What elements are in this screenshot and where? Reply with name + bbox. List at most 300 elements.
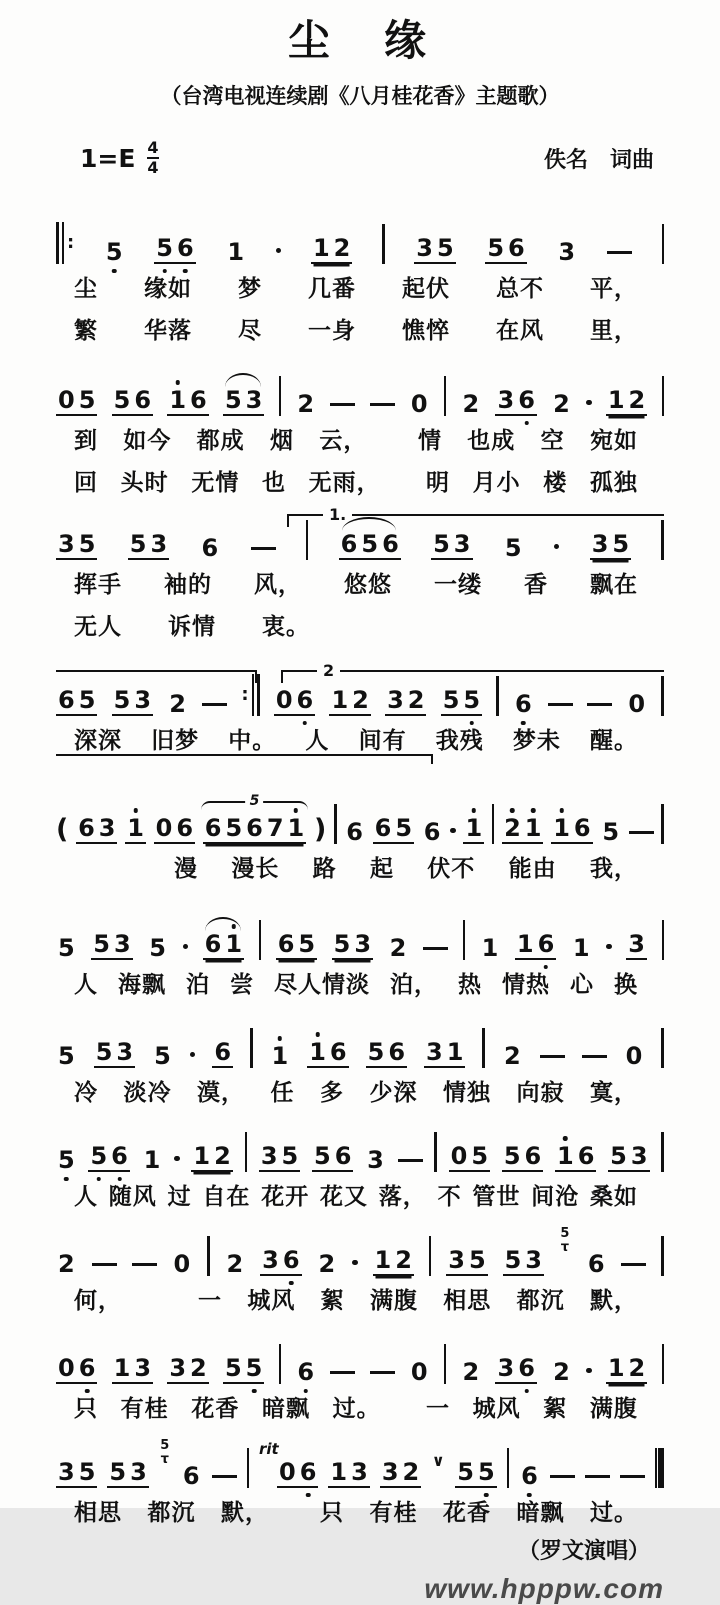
barline	[259, 920, 262, 960]
lyric-word: 多	[320, 1079, 344, 1106]
note-digit: 0	[155, 814, 173, 843]
lyric-word: 城风	[247, 1287, 296, 1314]
barline	[661, 1028, 664, 1068]
note-group	[519, 1462, 540, 1491]
note-group	[502, 816, 543, 844]
note-group	[344, 818, 365, 847]
lyric-word: 尝	[230, 971, 254, 998]
note-group	[112, 688, 153, 716]
barline	[444, 1344, 447, 1384]
note-digit: 3	[367, 1146, 384, 1175]
note-digit: 1	[555, 1144, 576, 1168]
lyric-word: 落，	[378, 1183, 427, 1210]
note-digit: 1	[167, 388, 188, 412]
note-group	[600, 818, 621, 847]
note-group	[167, 1356, 208, 1384]
note-group	[154, 236, 195, 264]
note-group	[503, 1248, 544, 1276]
note-digit: 5	[433, 530, 450, 559]
lyric-word: 我，	[589, 855, 638, 882]
note-digit: 6	[346, 818, 363, 847]
note-group	[461, 390, 482, 419]
performer-credit: （罗文演唱）	[517, 1538, 650, 1564]
lyric-row	[56, 960, 664, 1002]
lyric-word: 过。	[332, 1395, 381, 1422]
duration-dash	[251, 547, 276, 551]
notes-wrap	[56, 793, 664, 847]
note-digit: 6	[78, 814, 95, 843]
note-group	[461, 1358, 482, 1387]
rit-annotation: rit	[259, 1440, 279, 1459]
barline	[661, 1236, 664, 1276]
octave-dot-above	[559, 808, 564, 813]
music-system	[56, 1430, 664, 1530]
note-digit: 5	[333, 930, 351, 959]
note-group	[373, 816, 414, 844]
note-digit: 5	[154, 1042, 171, 1071]
note-group	[586, 1250, 607, 1279]
note-group	[203, 793, 307, 844]
note-group	[276, 932, 317, 960]
note-digit: 5	[93, 930, 110, 959]
note-digit: 5	[113, 686, 131, 715]
notes-row	[56, 220, 664, 267]
octave-dot-above	[175, 380, 180, 385]
note-group	[503, 534, 524, 563]
note-digit: 6	[190, 386, 207, 415]
lyric-word: 衷。	[262, 613, 310, 640]
time-signature-numerator: 4	[147, 137, 159, 157]
lyric-word: 换	[614, 971, 638, 998]
note-digit: 3	[98, 814, 116, 843]
music-system	[56, 206, 664, 348]
note-digit: 5	[612, 530, 630, 559]
lyric-word: 楼	[543, 469, 568, 496]
octave-dot-below	[527, 1493, 532, 1498]
note-digit: 5	[281, 1142, 299, 1171]
note-digit: 6	[77, 1356, 98, 1380]
note-group	[608, 1144, 649, 1172]
music-system	[56, 658, 664, 758]
lyric-row	[56, 264, 664, 306]
lyric-word: 人	[305, 727, 330, 754]
lyric-word: 能由	[508, 855, 557, 882]
note-digit: 6	[298, 1460, 319, 1484]
lyric-row	[56, 1488, 664, 1530]
note-group	[422, 818, 443, 847]
note-group	[128, 532, 169, 560]
notes-wrap	[56, 1225, 664, 1279]
note-digit: 6	[536, 932, 557, 956]
repeat-close-barline	[241, 674, 259, 716]
note-digit: 2	[502, 816, 523, 840]
note-digit: 6	[246, 814, 263, 843]
octave-dot-below	[183, 269, 188, 274]
tuplet-bracket	[201, 793, 309, 811]
note-group	[94, 1040, 135, 1068]
lyric-row	[56, 1068, 664, 1110]
octave-dot-below	[524, 421, 529, 426]
key-signature	[80, 137, 159, 177]
note-digit: 5	[457, 1458, 474, 1487]
time-signature-denominator: 4	[147, 157, 159, 177]
notes-wrap	[56, 372, 664, 419]
lyric-word: 海飘	[118, 971, 166, 998]
lyric-word: 华落	[144, 317, 192, 344]
note-group	[380, 1460, 421, 1488]
notes-row	[56, 1225, 664, 1279]
note-group	[203, 932, 244, 960]
barline	[279, 1344, 282, 1384]
barline	[662, 376, 665, 416]
dotted-note-dot	[606, 944, 612, 950]
lyric-word: 几番	[308, 275, 356, 302]
barline	[247, 1448, 250, 1488]
note-digit: 5	[461, 688, 482, 712]
note-digit: 6	[175, 236, 196, 260]
note-digit: 2	[352, 686, 369, 715]
duration-dash	[540, 1055, 565, 1059]
note-group	[142, 1146, 163, 1175]
note-digit: 3	[628, 930, 645, 959]
lyric-word: 无雨，	[308, 469, 381, 496]
volta-number: 2	[317, 661, 340, 680]
lyric-word: 不	[437, 1183, 462, 1210]
note-group	[556, 238, 577, 267]
barline-stroke	[252, 674, 255, 716]
note-group	[606, 388, 647, 416]
note-group	[626, 690, 647, 719]
barline	[661, 1132, 664, 1172]
note-digit: 2	[628, 386, 646, 415]
note-digit: 3	[169, 1354, 187, 1383]
octave-dot-below	[306, 1493, 311, 1498]
notes-wrap	[56, 1024, 664, 1071]
lyric-word: 尘	[74, 275, 98, 302]
note-group	[223, 1356, 264, 1384]
key-row	[56, 136, 664, 180]
barline-stroke	[62, 222, 65, 264]
note-group	[409, 1358, 430, 1387]
lyric-word: 香	[524, 571, 548, 598]
duration-dash	[370, 1371, 395, 1375]
note-group	[551, 1358, 572, 1387]
lyric-word: 向寂	[516, 1079, 565, 1106]
barline	[434, 1132, 437, 1172]
dotted-note-dot	[183, 944, 189, 950]
note-digit: 6	[374, 814, 392, 843]
grace-note-mark: τ	[560, 1239, 570, 1255]
slur-arc	[225, 373, 261, 387]
lyric-word: 深深	[74, 727, 122, 754]
notes-row	[56, 1024, 664, 1071]
note-digit: 1	[312, 234, 330, 263]
lyric-word: 一缕	[434, 571, 482, 598]
duration-dash	[621, 1263, 646, 1267]
note-digit: 5	[58, 934, 75, 963]
note-digit: 2	[503, 1042, 521, 1071]
note-group	[76, 816, 117, 844]
note-group	[513, 690, 534, 719]
duration-dash	[330, 1371, 355, 1375]
notes-row	[56, 672, 664, 719]
lyric-word: 都成	[196, 427, 245, 454]
note-digit: 3	[453, 530, 471, 559]
lyric-word: 孤独	[589, 469, 638, 496]
lyric-word: 梦未	[512, 727, 561, 754]
note-digit: 2	[169, 690, 186, 719]
lyric-word: 情热	[502, 971, 550, 998]
octave-dot-below	[112, 269, 117, 274]
parenthesis-open: (	[56, 814, 69, 846]
note-group	[365, 1146, 386, 1175]
duration-dash	[330, 403, 355, 407]
lyric-word: 到	[74, 427, 98, 454]
note-digit: 3	[558, 238, 576, 267]
note-digit: 3	[426, 1038, 443, 1067]
barline	[444, 376, 447, 416]
duration-dash	[629, 831, 654, 835]
slur-arc	[342, 517, 395, 531]
note-digit: 6	[513, 692, 534, 716]
barline	[507, 1448, 510, 1488]
note-digit: 6	[182, 1462, 200, 1491]
note-digit: 6	[524, 1142, 542, 1171]
note-digit: 5	[88, 1144, 109, 1168]
lyric-word: 情独	[443, 1079, 491, 1106]
lyric-word: 总不	[496, 275, 544, 302]
octave-dot-above	[133, 808, 138, 813]
dotted-note-dot	[174, 1156, 180, 1162]
note-group	[316, 1250, 337, 1279]
note-digit: 1	[516, 930, 534, 959]
note-digit: 5	[104, 240, 125, 264]
lyric-word: 过。	[590, 1499, 638, 1526]
note-group	[56, 388, 97, 416]
lyric-word: 尽人情淡	[274, 971, 370, 998]
note-digit: 6	[516, 1356, 537, 1380]
note-group	[223, 388, 264, 416]
note-digit: 2	[628, 1354, 646, 1383]
barline	[250, 1028, 253, 1068]
note-group	[56, 1250, 77, 1279]
note-digit: 6	[573, 814, 591, 843]
note-group	[56, 934, 77, 963]
note-digit: 5	[610, 1142, 627, 1171]
note-group	[212, 1040, 233, 1068]
lyric-word: 空	[540, 427, 565, 454]
note-digit: 6	[508, 234, 525, 263]
lyric-word: 起	[369, 855, 394, 882]
duration-dash	[398, 1159, 423, 1163]
octave-dot-below	[469, 721, 474, 726]
barline	[662, 920, 665, 960]
lyric-word: 一	[197, 1287, 222, 1314]
repeat-dots: :	[241, 684, 249, 706]
barline-stroke	[56, 222, 59, 264]
lyric-word: 人	[74, 1183, 98, 1210]
lyric-word: 间沧	[531, 1183, 580, 1210]
barline	[492, 804, 495, 844]
note-digit: 2	[297, 390, 315, 419]
note-digit: 5	[225, 814, 243, 843]
lyric-word: 暗飘	[516, 1499, 565, 1526]
note-group	[495, 388, 536, 416]
grace-note	[559, 1227, 571, 1254]
note-digit: 2	[190, 1354, 207, 1383]
note-digit: 0	[625, 1042, 643, 1071]
lyric-word: 伏不	[427, 855, 476, 882]
note-digit: 0	[628, 690, 646, 719]
dotted-note-dot	[190, 1052, 196, 1058]
lyric-word: 管世	[472, 1183, 521, 1210]
note-digit: 5	[78, 386, 96, 415]
dotted-note-dot	[450, 828, 456, 834]
lyric-word: 挥手	[74, 571, 122, 598]
note-digit: 1	[270, 1044, 291, 1068]
lyric-word: 漫	[173, 855, 198, 882]
lyric-row	[56, 1276, 664, 1318]
note-digit: 6	[214, 1038, 232, 1067]
lyric-word: 飘在	[590, 571, 638, 598]
lyric-word: 寞，	[590, 1079, 638, 1106]
note-group	[181, 1462, 202, 1491]
barline	[245, 1132, 248, 1172]
note-digit: 3	[130, 1458, 147, 1487]
note-digit: 1	[113, 1354, 131, 1383]
octave-dot-above	[315, 1032, 320, 1037]
volta-end-line	[56, 754, 433, 764]
lyric-row	[56, 1384, 664, 1426]
note-digit: 1	[307, 1040, 328, 1064]
duration-dash	[587, 703, 612, 707]
note-digit: 1	[607, 386, 625, 415]
lyric-word: 热	[458, 971, 482, 998]
note-digit: 1	[463, 816, 484, 840]
note-digit: 3	[525, 1246, 542, 1275]
lyric-word: 默，	[221, 1499, 269, 1526]
note-digit: 3	[387, 686, 404, 715]
lyric-word: 满腹	[589, 1395, 638, 1422]
grace-note-mark: τ	[160, 1451, 169, 1467]
lyric-word: 花开	[261, 1183, 310, 1210]
note-digit: 5	[56, 1148, 77, 1172]
music-system	[56, 1114, 664, 1214]
note-digit: 2	[226, 1250, 244, 1279]
lyric-row	[56, 458, 664, 500]
lyric-word: 相思	[74, 1499, 122, 1526]
note-digit: 6	[577, 1142, 595, 1171]
duration-dash	[202, 703, 227, 707]
note-group	[152, 1042, 173, 1071]
final-barline	[655, 1448, 664, 1488]
note-group	[171, 1250, 192, 1279]
note-digit: 3	[354, 930, 372, 959]
music-system	[56, 786, 664, 886]
lyric-word: 人	[74, 971, 98, 998]
duration-dash	[607, 251, 632, 255]
duration-dash	[585, 1475, 610, 1479]
volta-number: 1.	[323, 505, 352, 524]
note-digit: 6	[295, 1360, 316, 1384]
note-digit: 0	[275, 686, 293, 715]
barline	[662, 224, 665, 264]
lyric-word: 一身	[308, 317, 356, 344]
octave-dot-below	[289, 1281, 294, 1286]
lyric-word: 漫长	[231, 855, 280, 882]
note-digit: 3	[134, 686, 152, 715]
note-digit: 5	[224, 1354, 242, 1383]
lyric-row	[56, 560, 664, 602]
note-digit: 0	[58, 1354, 75, 1383]
note-digit: 1	[193, 1142, 211, 1171]
note-digit: 6	[134, 386, 152, 415]
note-group	[424, 1040, 465, 1068]
note-digit: 1	[223, 932, 244, 956]
lyric-word: 一	[425, 1395, 450, 1422]
note-group	[495, 1356, 536, 1384]
repeat-dots: :	[67, 232, 75, 254]
barline	[382, 224, 385, 264]
note-digit: 1	[374, 1246, 392, 1275]
note-digit: 3	[116, 1038, 134, 1067]
note-digit: 5	[313, 1142, 331, 1171]
note-digit: 5	[113, 386, 131, 415]
note-digit: 3	[416, 234, 433, 263]
note-digit: 5	[58, 1042, 75, 1071]
note-group	[502, 1042, 523, 1071]
lyric-word: 悠悠	[344, 571, 392, 598]
barline	[306, 520, 309, 560]
lyric-word: 起伏	[402, 275, 450, 302]
dotted-note-dot	[586, 400, 592, 406]
note-group	[56, 1042, 77, 1071]
note-digit: 1	[446, 1038, 464, 1067]
note-group	[56, 1460, 97, 1488]
note-group	[626, 932, 647, 960]
note-group	[125, 816, 146, 844]
note-digit: 3	[497, 386, 515, 415]
lyric-word: 缘如	[144, 275, 192, 302]
note-digit: 3	[58, 530, 75, 559]
duration-dash	[548, 703, 573, 707]
lyric-word: 间有	[358, 727, 407, 754]
barline	[662, 1344, 665, 1384]
notes-row	[56, 1437, 664, 1491]
lyric-word: 默，	[589, 1287, 638, 1314]
note-digit: 6	[204, 814, 222, 843]
notes-row	[56, 516, 664, 563]
notes-wrap	[56, 1340, 664, 1387]
note-group	[571, 934, 592, 963]
notes-wrap	[56, 1128, 664, 1175]
lyric-word: 诉情	[168, 613, 216, 640]
lyric-word: 暗飘	[261, 1395, 310, 1422]
note-digit: 5	[224, 386, 242, 415]
key-label: 1=E	[80, 143, 136, 173]
note-digit: 5	[129, 530, 147, 559]
note-digit: 3	[591, 530, 609, 559]
note-group	[277, 1460, 318, 1488]
notes-wrap	[56, 505, 664, 563]
note-digit: 1	[607, 1354, 625, 1383]
note-group	[167, 690, 188, 719]
note-digit: 1	[572, 934, 590, 963]
note-digit: 5	[442, 686, 460, 715]
note-group	[373, 1248, 414, 1276]
note-group	[455, 1460, 496, 1488]
note-digit: 2	[389, 934, 407, 963]
